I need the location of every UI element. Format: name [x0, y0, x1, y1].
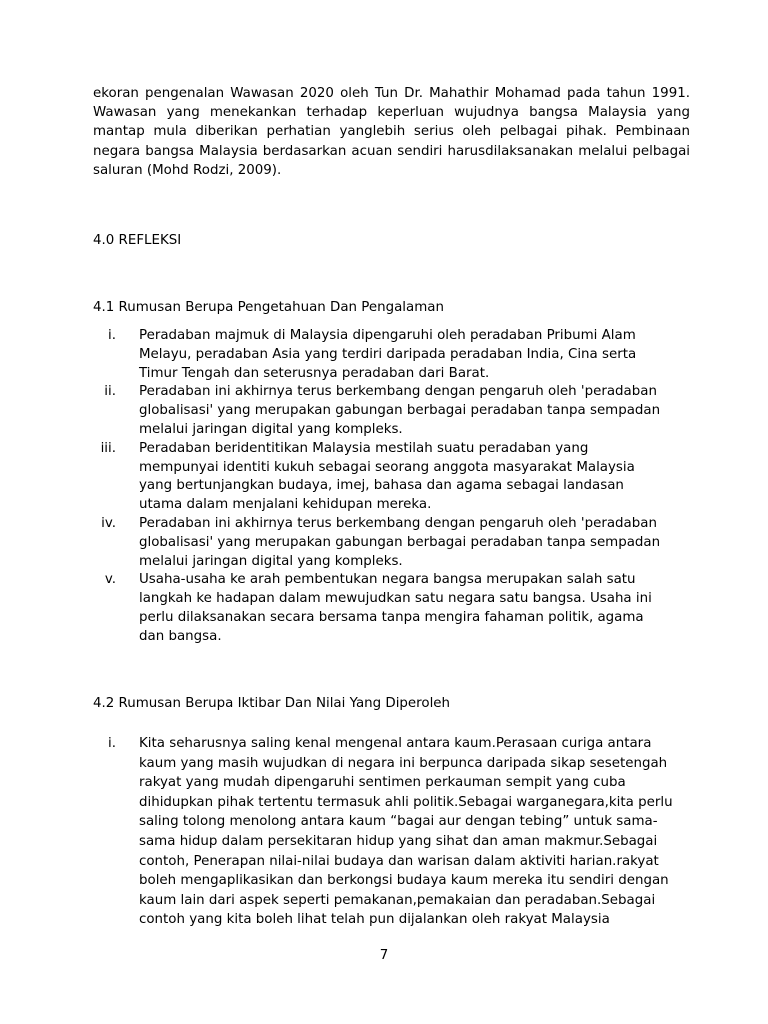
item-text: Usaha-usaha ke arah pembentukan negara bangsa merupakan salah satu langkah ke hadapan dalam mewujudkan satu negara satu bangsa. Usaha ini perlu dilaksanakan secara bersama tanpa mengira fahaman politik, agama dan bangsa. [139, 572, 652, 644]
list-item [93, 515, 693, 571]
list-item [93, 440, 693, 515]
item-text: Peradaban beridentitikan Malaysia mestilah suatu peradaban yang mempunyai identiti kukuh sebagai seorang anggota masyarakat Malaysia yang bertunjangkan budaya, imej, bahasa dan agama sebagai landasan utama dalam menjalani kehidupan mereka. [139, 440, 635, 513]
item-text: Peradaban ini akhirnya terus berkembang dengan pengaruh oleh 'peradaban globalisasi' yang merupakan gabungan berbagai peradaban tanpa sempadan melalui jaringan digital yang kompleks. [139, 515, 661, 569]
item-number: ii. [104, 384, 116, 400]
list-item [93, 383, 693, 439]
item-text: Kita seharusnya saling kenal mengenal antara kaum.Perasaan curiga antara kaum yang masih wujudkan di negara ini berpunca daripada sikap sesetengah rakyat yang mudah dipengaruhi sentimen perkauman sempit yang cuba dihidupkan pihak tertentu termasuk ahli politik.Sebagai warganegara,kita perlu saling tolong menolong antara kaum “bagai aur dengan tebing” untuk sama-sama hidup dalam persekitaran hidup yang sihat dan aman makmur.Sebagai contoh, Penerapan nilai-nilai budaya dan warisan dalam aktiviti harian.rakyat boleh mengaplikasikan dan berkongsi budaya kaum mereka itu sendiri dengan kaum lain dari aspek seperti pemakanan,pemakaian dan peradaban.Sebagai contoh yang kita boleh lihat telah pun dijalankan oleh rakyat Malaysia [139, 736, 673, 928]
list-4-2 [93, 734, 693, 930]
list-item [93, 327, 693, 383]
subsection-heading-4-1: 4.1 Rumusan Berupa Pengetahuan Dan Pengalaman [93, 300, 444, 315]
intro-paragraph: ekoran pengenalan Wawasan 2020 oleh Tun Dr. Mahathir Mohamad pada tahun 1991. Wawasan yang menekankan terhadap keperluan wujudnya bangsa Malaysia yang mantap mula diberikan perhatian yanglebih serius oleh pelbagai pihak. Pembinaan negara bangsa Malaysia berdasarkan acuan sendiri harusdilaksanakan melalui pelbagai saluran (Mohd Rodzi, 2009). [93, 86, 690, 178]
item-number: iv. [101, 515, 116, 531]
list-item [93, 734, 693, 930]
item-number: i. [108, 736, 116, 751]
list-item [93, 571, 693, 646]
page-number: 7 [379, 948, 389, 963]
item-number: iii. [100, 440, 116, 456]
section-heading-refleksi: 4.0 REFLEKSI [93, 233, 182, 248]
item-text: Peradaban ini akhirnya terus berkembang dengan pengaruh oleh 'peradaban globalisasi' yang merupakan gabungan berbagai peradaban tanpa sempadan melalui jaringan digital yang kompleks. [139, 384, 661, 437]
item-text: Peradaban majmuk di Malaysia dipengaruhi oleh peradaban Pribumi Alam Melayu, peradaban Asia yang terdiri daripada peradaban India, Cina serta Timur Tengah dan seterusnya peradaban dari Barat. [139, 328, 637, 381]
item-number: v. [104, 572, 116, 588]
item-number: i. [108, 328, 116, 343]
list-4-1 [93, 327, 693, 647]
subsection-heading-4-2: 4.2 Rumusan Berupa Iktibar Dan Nilai Yang Diperoleh [93, 696, 451, 711]
